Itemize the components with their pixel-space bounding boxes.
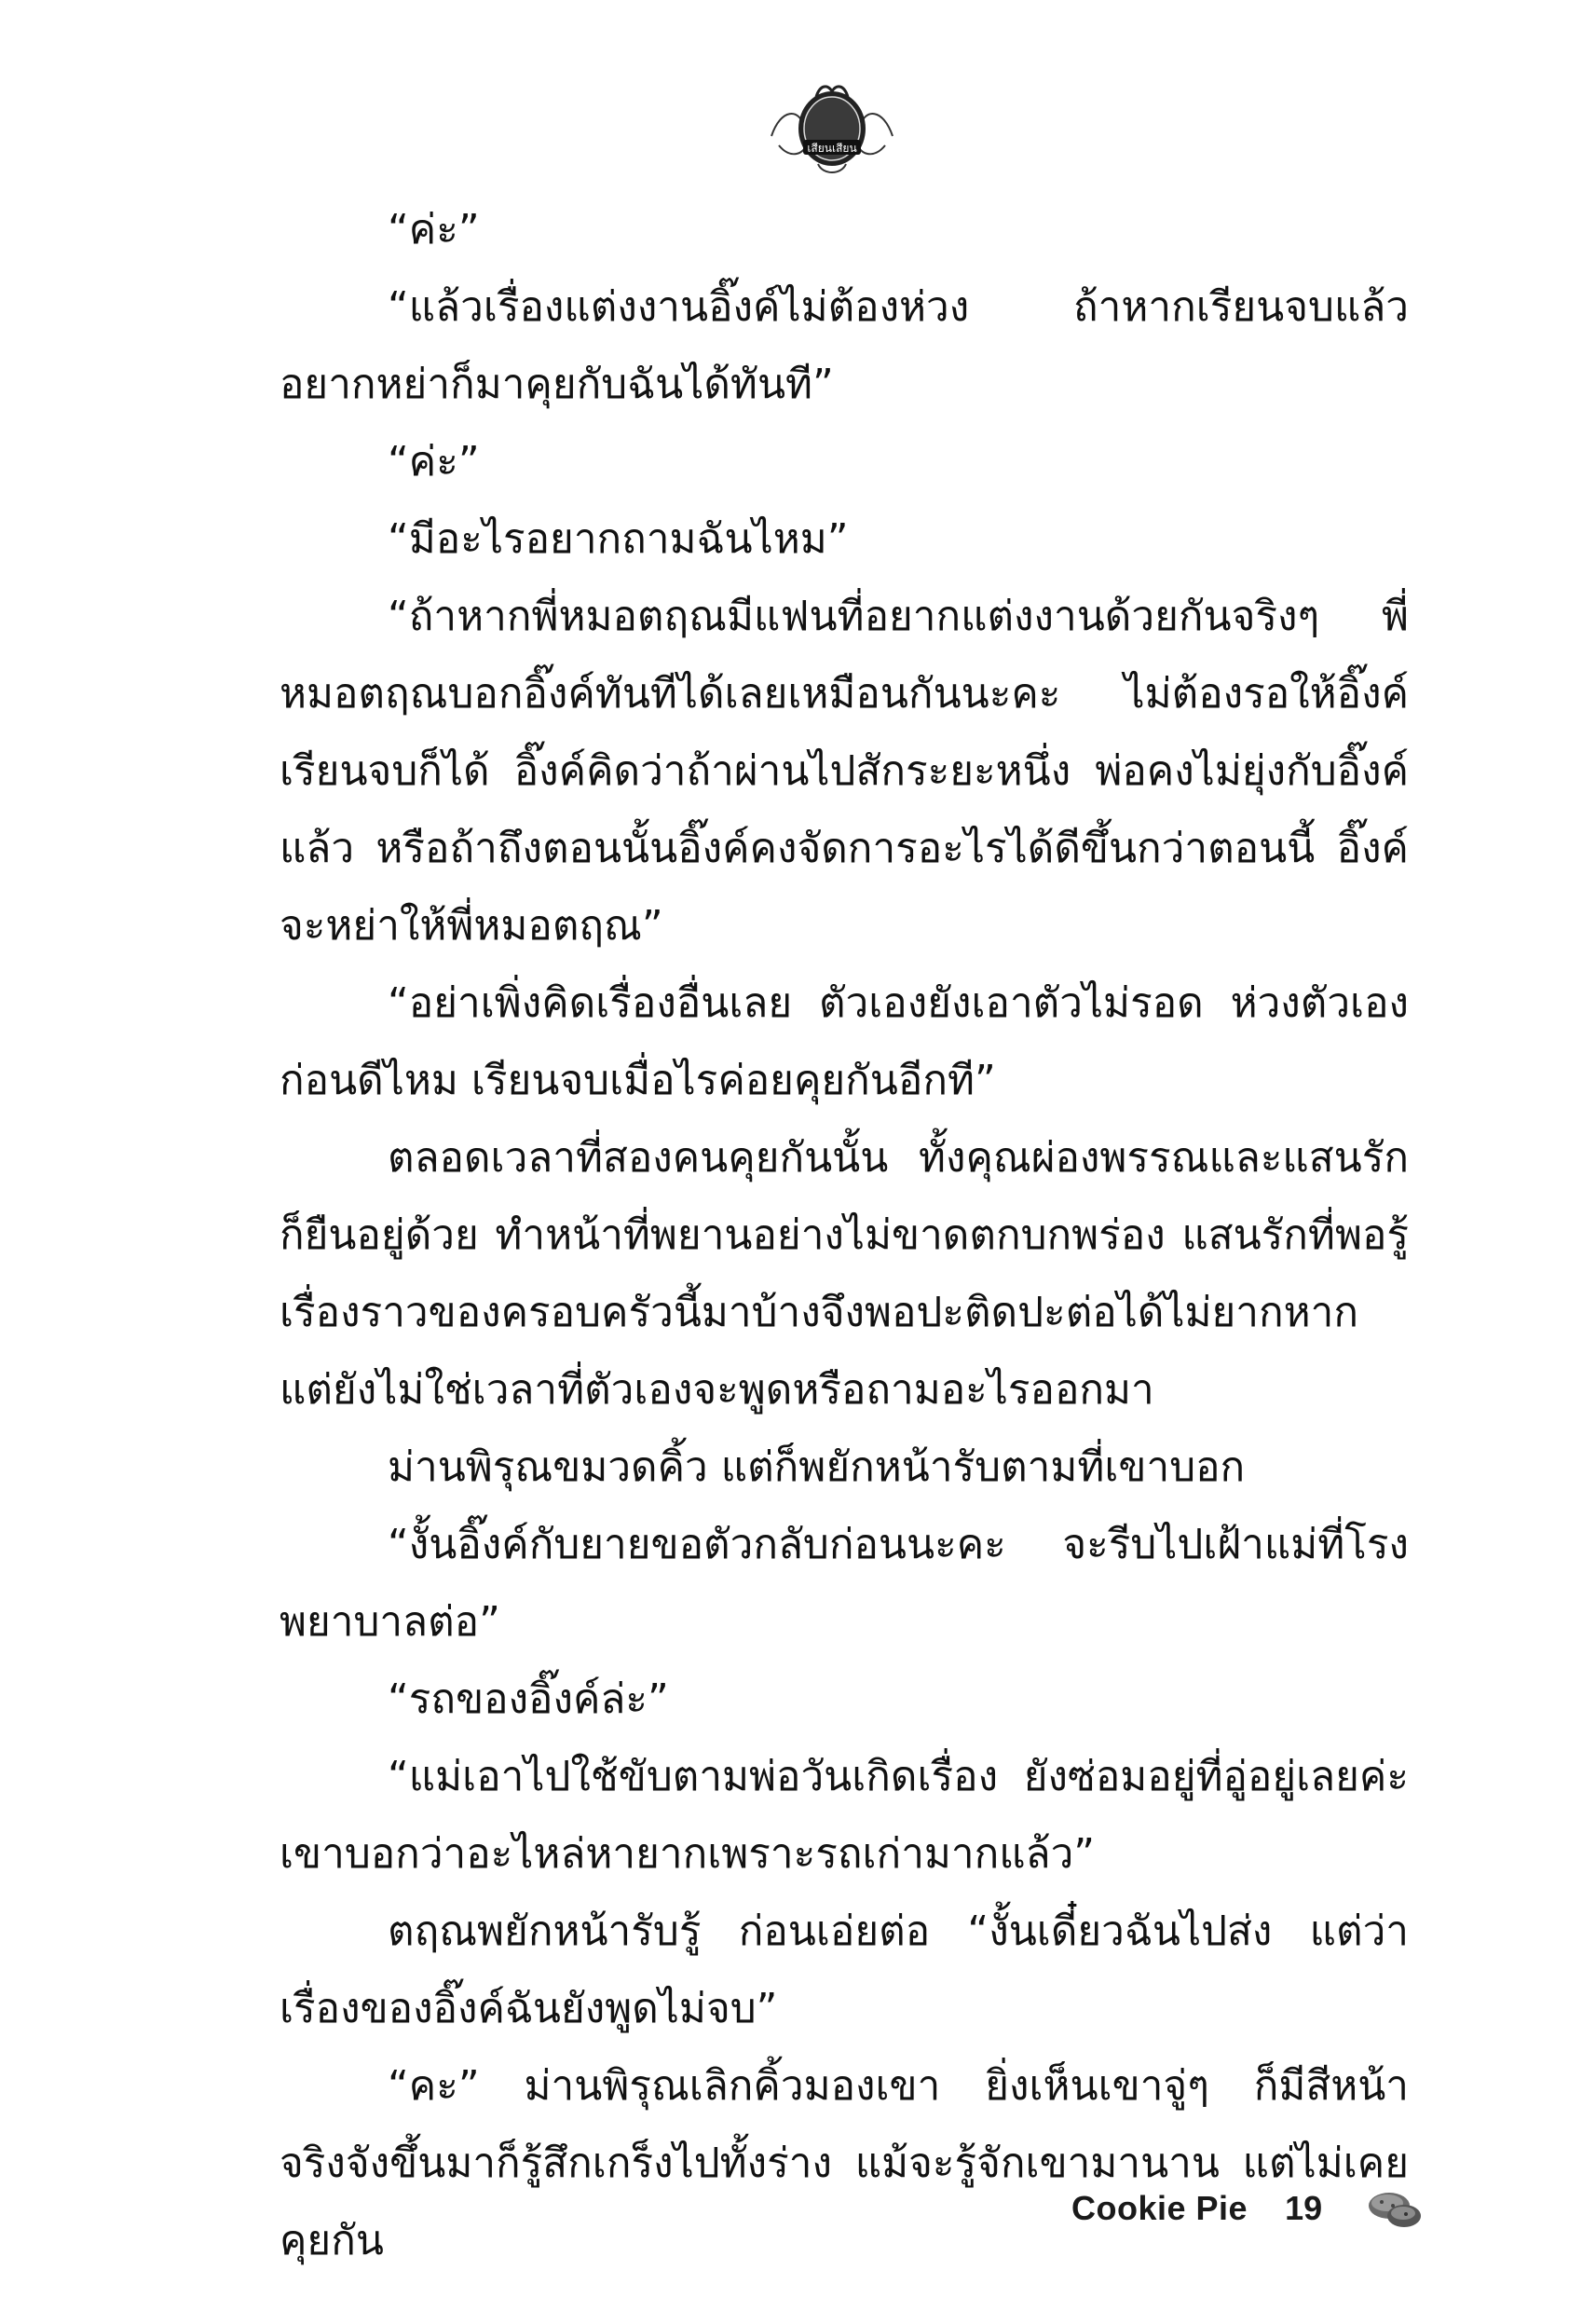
paragraph: “ค่ะ” <box>388 206 480 253</box>
paragraph: ม่านพิรุณขมวดคิ้ว แต่ก็พยักหน้ารับตามที่เขาบอก <box>388 1443 1246 1491</box>
paragraph: “แม่เอาไปใช้ขับตามพ่อวันเกิดเรื่อง ยังซ่อมอยู่ที่อู่อยู่เลยค่ะ เขาบอกว่าอะไหล่หายากเพราะรถเก่ามากแล้ว” <box>280 1753 1409 1878</box>
body-text <box>280 191 1409 2279</box>
paragraph: “มีอะไรอยากถามฉันไหม” <box>388 515 849 563</box>
ornamental-logo-icon <box>762 71 902 183</box>
paragraph: “แล้วเรื่องแต่งงานอิ๊งค์ไม่ต้องห่วง ถ้าหากเรียนจบแล้วอยากหย่าก็มาคุยกับฉันได้ทันที” <box>280 283 1409 408</box>
paragraph: “งั้นอิ๊งค์กับยายขอตัวกลับก่อนนะคะ จะรีบไปเฝ้าแม่ที่โรงพยาบาลต่อ” <box>280 1521 1409 1646</box>
paragraph: ตฤณพยักหน้ารับรู้ ก่อนเอ่ยต่อ “งั้นเดี๋ยวฉันไปส่ง แต่ว่าเรื่องของอิ๊งค์ฉันยังพูดไม่จบ” <box>280 1908 1409 2032</box>
paragraph: “รถของอิ๊งค์ล่ะ” <box>388 1675 669 1723</box>
paragraph: “คะ” ม่านพิรุณเลิกคิ้วมองเขา ยิ่งเห็นเขาจู่ๆ ก็มีสีหน้าจริงจังขึ้นมาก็รู้สึกเกร็งไปทั้งร่าง แม้จะรู้จักเขามานาน แต่ไม่เคยคุยกัน <box>280 2062 1409 2264</box>
book-title: Cookie Pie <box>1071 2189 1248 2227</box>
paragraph: “ค่ะ” <box>388 438 480 485</box>
paragraph: “อย่าเพิ่งคิดเรื่องอื่นเลย ตัวเองยังเอาตัวไม่รอด ห่วงตัวเองก่อนดีไหม เรียนจบเมื่อไรค่อยคุยกันอีกที” <box>280 979 1409 1104</box>
paragraph: “ถ้าหากพี่หมอตฤณมีแฟนที่อยากแต่งงานด้วยกันจริงๆ พี่หมอตฤณบอกอิ๊งค์ทันทีได้เลยเหมือนกันนะคะ ไม่ต้องรอให้อิ๊งค์เรียนจบก็ได้ อิ๊งค์คิดว่าถ้าผ่านไปสักระยะหนึ่ง พ่อคงไม่ยุ่งกับอิ๊งค์แล้ว หรือถ้าถึงตอนนั้นอิ๊งค์คงจัดการอะไรได้ดีขึ้นกว่าตอนนี้ อิ๊งค์จะหย่าให้พี่หมอตฤณ” <box>280 593 1409 950</box>
page-number: 19 <box>1285 2189 1323 2227</box>
logo-text: เสียนเสียน <box>807 142 857 155</box>
page-footer <box>1071 2181 1426 2236</box>
cookie-icon <box>1361 2185 1426 2232</box>
paragraph: ตลอดเวลาที่สองคนคุยกันนั้น ทั้งคุณผ่องพรรณและแสนรักก็ยืนอยู่ด้วย ทำหน้าที่พยานอย่างไม่ขาดตกบกพร่อง แสนรักที่พอรู้เรื่องราวของครอบครัวนี้มาบ้างจึงพอปะติดปะต่อได้ไม่ยากหากแต่ยังไม่ใช่เวลาที่ตัวเองจะพูดหรือถามอะไรออกมา <box>280 1134 1409 1414</box>
